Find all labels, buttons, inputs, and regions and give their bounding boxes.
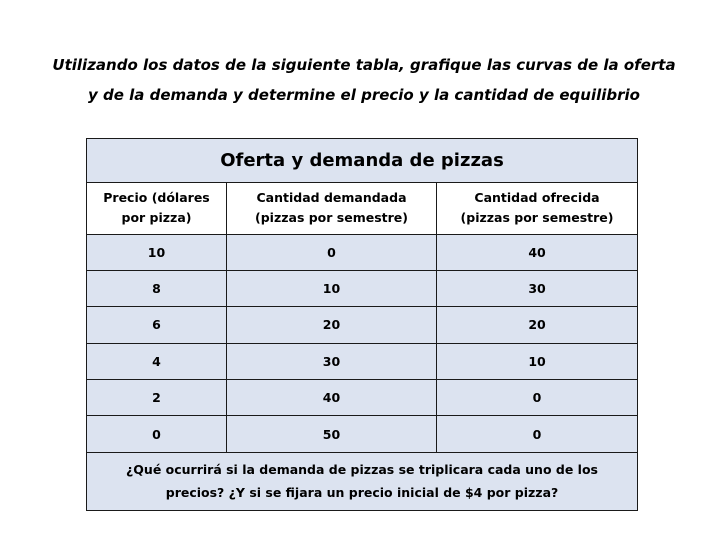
table-title: Oferta y demanda de pizzas (87, 139, 638, 183)
quantity-demanded-cell: 0 (227, 234, 437, 270)
column-header-quantity-demanded-line-1: Cantidad demandada (256, 190, 407, 206)
quantity-supplied-cell: 20 (437, 307, 638, 343)
column-header-quantity-demanded (227, 182, 437, 234)
table-row (87, 343, 638, 379)
table-header-row (87, 182, 638, 234)
quantity-supplied-cell: 40 (437, 234, 638, 270)
quantity-demanded-cell: 30 (227, 343, 437, 379)
price-cell: 8 (87, 270, 227, 306)
column-header-quantity-supplied-line-1: Cantidad ofrecida (474, 190, 600, 206)
quantity-demanded-cell: 40 (227, 380, 437, 416)
quantity-demanded-cell: 10 (227, 270, 437, 306)
price-cell: 10 (87, 234, 227, 270)
column-header-price (87, 182, 227, 234)
quantity-supplied-cell: 0 (437, 416, 638, 452)
table-row (87, 307, 638, 343)
table-row (87, 270, 638, 306)
table-row (87, 380, 638, 416)
slide-title-line-2: y de la demanda y determine el precio y la cantidad de equilibrio (88, 86, 640, 104)
quantity-supplied-cell: 0 (437, 380, 638, 416)
column-header-price-line-2: por pizza) (121, 210, 192, 226)
quantity-supplied-cell: 10 (437, 343, 638, 379)
quantity-demanded-cell: 50 (227, 416, 437, 452)
column-header-price-line-1: Precio (dólares (103, 190, 210, 206)
price-cell: 6 (87, 307, 227, 343)
table-row (87, 234, 638, 270)
table-title-row (87, 139, 638, 183)
quantity-supplied-cell: 30 (437, 270, 638, 306)
column-header-quantity-supplied (437, 182, 638, 234)
price-cell: 0 (87, 416, 227, 452)
column-header-quantity-supplied-line-2: (pizzas por semestre) (460, 210, 614, 226)
table-footer-question (87, 452, 638, 510)
table-footer-question-line-1: ¿Qué ocurrirá si la demanda de pizzas se triplicara cada uno de los (126, 462, 598, 478)
table-footer-question-line-2: precios? ¿Y si se fijara un precio inicial de $4 por pizza? (165, 485, 559, 501)
slide-title-line-1: Utilizando los datos de la siguiente tabla, grafique las curvas de la oferta (52, 56, 676, 74)
column-header-quantity-demanded-line-2: (pizzas por semestre) (255, 210, 408, 226)
slide-title (20, 50, 708, 110)
table-row (87, 416, 638, 452)
supply-demand-table (86, 138, 638, 511)
price-cell: 2 (87, 380, 227, 416)
table-footer-row (87, 452, 638, 510)
quantity-demanded-cell: 20 (227, 307, 437, 343)
price-cell: 4 (87, 343, 227, 379)
